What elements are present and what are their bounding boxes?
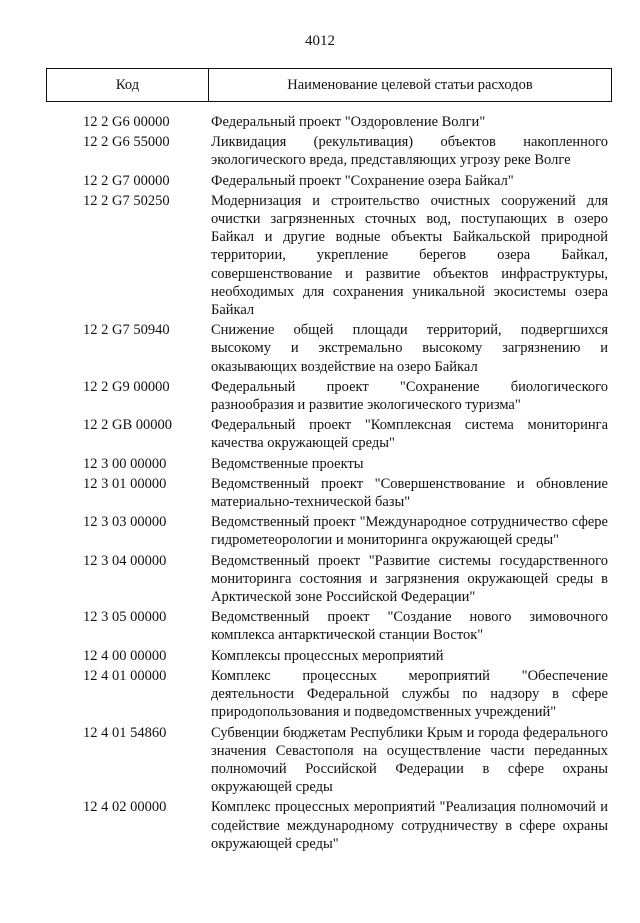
table-header	[46, 68, 612, 102]
row-code: 12 4 00 00000	[83, 647, 167, 664]
row-code: 12 2 G7 50940	[83, 322, 170, 339]
table-row	[46, 608, 612, 644]
row-code: 12 2 GB 00000	[83, 417, 173, 434]
table-row	[46, 513, 612, 549]
row-name: Комплексы процессных мероприятий	[211, 647, 444, 664]
column-header-code: Код	[46, 69, 209, 101]
row-code: 12 3 01 00000	[83, 475, 167, 492]
row-code: 12 4 02 00000	[83, 799, 167, 816]
row-name: Комплекс процессных мероприятий "Реализация полномочий и содействие международному сотрудничеству в сфере охраны окружающей среды"	[211, 799, 608, 852]
table-row	[46, 455, 612, 473]
row-code: 12 2 G7 50250	[83, 192, 170, 209]
table-row	[46, 552, 612, 607]
row-name: Модернизация и строительство очистных сооружений для очистки загрязненных сточных вод, поступающих в озеро Байкал и другие водные объекты Байкальской природной территории, укрепление берегов озера Байкал, совершенствование и развитие объектов инфраструктуры, необходимых для сохранения уникальной экосистемы озера Байкал	[211, 192, 608, 319]
table-row	[46, 798, 612, 853]
table-row	[46, 378, 612, 414]
row-code: 12 2 G7 00000	[83, 172, 170, 189]
table-row	[46, 724, 612, 797]
row-name: Федеральный проект "Оздоровление Волги"	[211, 114, 486, 130]
row-code: 12 4 01 00000	[83, 667, 167, 684]
table-row	[46, 667, 612, 722]
row-name: Ведомственный проект "Развитие системы государственного мониторинга состояния и загрязнения окружающей среды в Арктической зоне Российской Федерации"	[211, 552, 608, 606]
row-code: 12 4 01 54860	[83, 724, 167, 741]
table-body	[46, 113, 612, 855]
row-code: 12 2 G9 00000	[83, 378, 170, 395]
row-code: 12 2 G6 55000	[83, 134, 170, 151]
row-name: Ведомственный проект "Создание нового зимовочного комплекса антарктической станции Восток"	[211, 609, 608, 644]
column-header-name: Наименование целевой статьи расходов	[209, 69, 612, 101]
table-row	[46, 321, 612, 376]
row-code: 12 2 G6 00000	[83, 114, 170, 130]
row-name: Федеральный проект "Сохранение биологического разнообразия и развитие экологического туризма"	[211, 378, 608, 414]
table-row	[46, 192, 612, 319]
row-code: 12 3 00 00000	[83, 455, 167, 472]
row-code: 12 3 03 00000	[83, 514, 167, 531]
table-row	[46, 133, 612, 169]
table-row	[46, 172, 612, 190]
table-row	[46, 113, 612, 131]
row-name: Снижение общей площади территорий, подвергшихся высокому и экстремально высокому загрязнению и оказывающих воздействие на озеро Байкал	[211, 322, 608, 375]
row-code: 12 3 04 00000	[83, 552, 167, 569]
row-name: Ведомственные проекты	[211, 455, 364, 472]
row-name: Федеральный проект "Комплексная система мониторинга качества окружающей среды"	[211, 417, 608, 452]
row-name: Федеральный проект "Сохранение озера Байкал"	[211, 172, 514, 189]
row-name: Ведомственный проект "Международное сотрудничество сфере гидрометеорологии и мониторинга окружающей среды"	[211, 514, 608, 549]
table-row	[46, 416, 612, 452]
row-name: Ликвидация (рекультивация) объектов накопленного экологического вреда, представляющих угрозу реке Волге	[211, 134, 608, 169]
row-name: Ведомственный проект "Совершенствование и обновление материально-технической базы"	[211, 475, 608, 511]
row-name: Субвенции бюджетам Республики Крым и города федерального значения Севастополя на осуществление части переданных полномочий Российской Федерации в сфере охраны окружающей среды	[211, 724, 608, 796]
row-code: 12 3 05 00000	[83, 609, 167, 626]
page-number: 4012	[305, 33, 335, 49]
row-name: Комплекс процессных мероприятий "Обеспечение деятельности Федеральной службы по надзору в сфере природопользования и подведомственных учреждений"	[211, 667, 608, 721]
table-row	[46, 475, 612, 511]
table-row	[46, 647, 612, 665]
